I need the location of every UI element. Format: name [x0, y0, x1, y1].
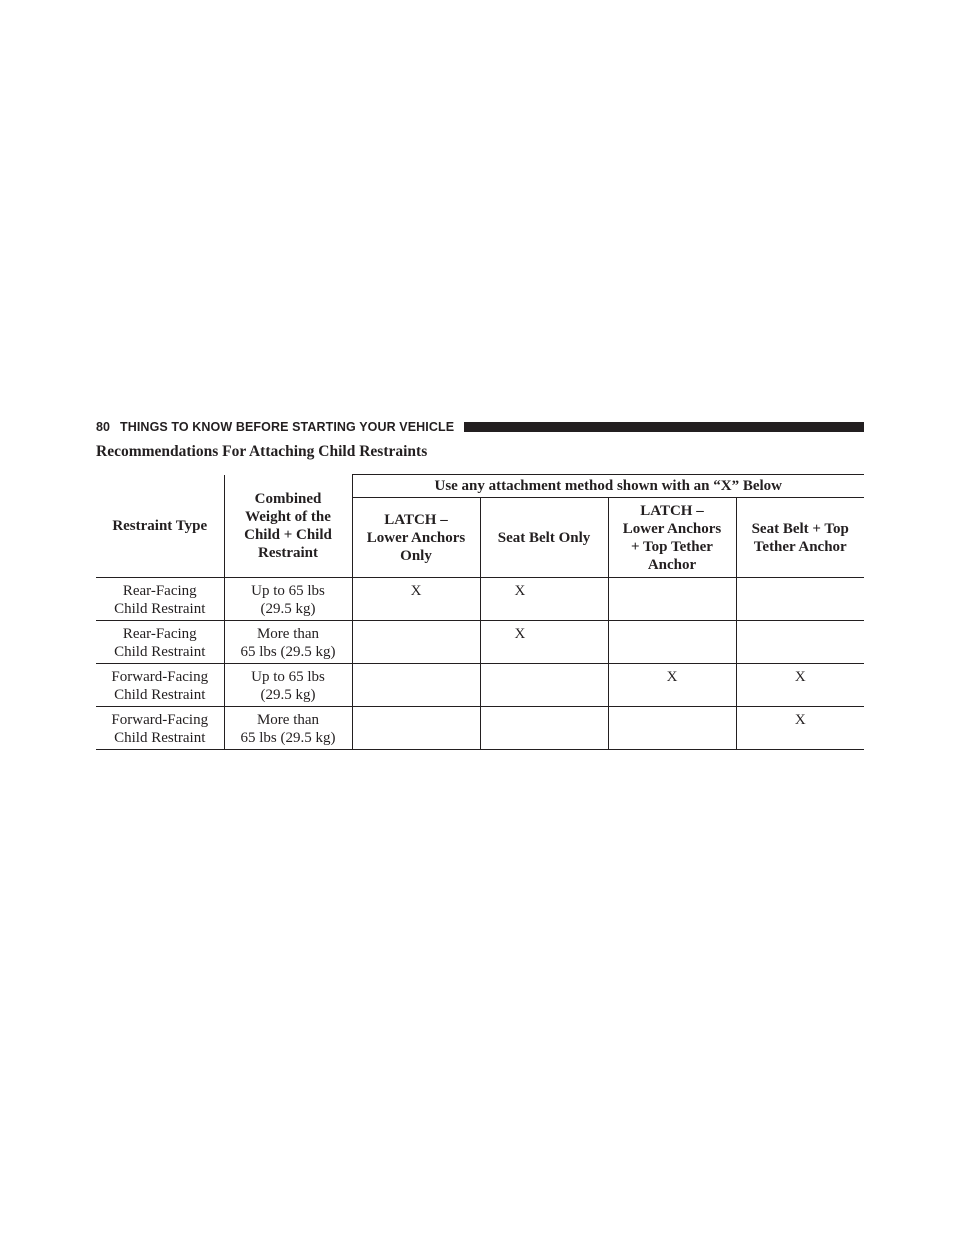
header-rule [464, 422, 864, 432]
cell-restraint-type: Forward-Facing Child Restraint [96, 664, 224, 707]
table-row [96, 664, 864, 707]
cell-mark [736, 578, 864, 621]
header-latch-lower-anchors: LATCH – Lower Anchors Only [352, 498, 480, 578]
cell-restraint-type: Rear-Facing Child Restraint [96, 578, 224, 621]
page-number: 80 [96, 420, 110, 434]
chapter-title: THINGS TO KNOW BEFORE STARTING YOUR VEHICLE [120, 420, 455, 434]
cell-mark [352, 664, 480, 707]
cell-mark: X [480, 621, 608, 664]
page-header [96, 418, 864, 436]
header-combined-weight: Combined Weight of the Child + Child Restraint [224, 475, 352, 578]
cell-mark: X [480, 578, 608, 621]
header-seat-belt-only: Seat Belt Only [480, 498, 608, 578]
cell-mark [480, 664, 608, 707]
cell-mark [608, 707, 736, 750]
table-row [96, 578, 864, 621]
cell-weight: Up to 65 lbs (29.5 kg) [224, 664, 352, 707]
header-attachment-method-group: Use any attachment method shown with an “X” Below [352, 475, 864, 498]
cell-mark [352, 707, 480, 750]
cell-mark [608, 621, 736, 664]
cell-mark: X [352, 578, 480, 621]
cell-mark [608, 578, 736, 621]
cell-mark: X [736, 707, 864, 750]
cell-mark: X [608, 664, 736, 707]
header-latch-top-tether: LATCH – Lower Anchors + Top Tether Anchor [608, 498, 736, 578]
header-seat-belt-top-tether: Seat Belt + Top Tether Anchor [736, 498, 864, 578]
cell-restraint-type: Forward-Facing Child Restraint [96, 707, 224, 750]
cell-mark [480, 707, 608, 750]
header-restraint-type: Restraint Type [96, 475, 224, 578]
cell-weight: More than 65 lbs (29.5 kg) [224, 621, 352, 664]
child-restraint-table [96, 474, 864, 750]
section-title: Recommendations For Attaching Child Restraints [96, 443, 428, 460]
cell-mark [736, 621, 864, 664]
table-row [96, 707, 864, 750]
cell-mark [352, 621, 480, 664]
cell-restraint-type: Rear-Facing Child Restraint [96, 621, 224, 664]
cell-mark: X [736, 664, 864, 707]
cell-weight: Up to 65 lbs (29.5 kg) [224, 578, 352, 621]
table-row [96, 621, 864, 664]
cell-weight: More than 65 lbs (29.5 kg) [224, 707, 352, 750]
